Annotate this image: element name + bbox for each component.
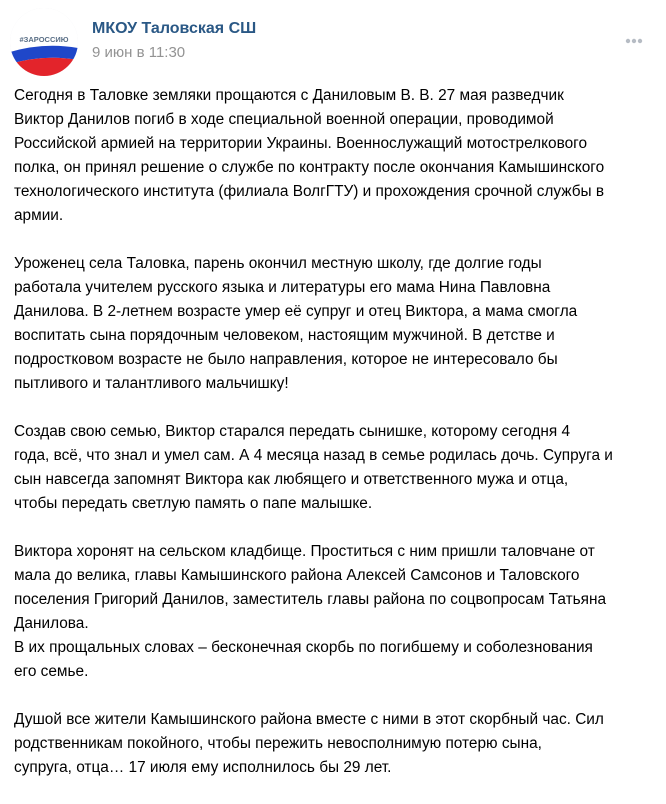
post-author[interactable]: МКОУ Таловская СШ: [92, 20, 257, 37]
post-text-line: Уроженец села Таловка, парень окончил местную школу, где долгие годы: [14, 255, 542, 272]
post-text-line: технологического института (филиала ВолгГТУ) и прохождения срочной службы в: [14, 183, 605, 200]
post-paragraph: [14, 252, 654, 396]
post-text-line: подростковом возрасте не было направления, которое не интересовало бы: [14, 351, 558, 368]
community-avatar[interactable]: [10, 8, 78, 76]
post-text: [14, 84, 654, 804]
post-text-line: Сегодня в Таловке земляки прощаются с Даниловым В. В. 27 мая разведчик: [14, 87, 564, 104]
post-text-line: В их прощальных словах – бесконечная скорбь по погибшему и соболезнования: [14, 639, 593, 656]
post-date[interactable]: 9 июн в 11:30: [92, 44, 186, 61]
post-text-line: воспитать сына порядочным человеком, настоящим мужчиной. В детстве и: [14, 327, 555, 344]
post-text-line: армии.: [14, 207, 64, 224]
post-header: [0, 0, 666, 86]
post-text-line: полка, он принял решение о службе по контракту после окончания Камышинского: [14, 159, 605, 176]
post-text-line: Душой все жители Камышинского района вместе с ними в этот скорбный час. Сил: [14, 711, 604, 728]
post-text-line: его семье.: [14, 663, 89, 680]
post-text-line: Виктор Данилов погиб в ходе специальной военной операции, проводимой: [14, 111, 554, 128]
post-text-line: чтобы передать светлую память о папе малышке.: [14, 495, 373, 512]
more-horizontal-icon: [620, 33, 648, 49]
post-paragraph: [14, 708, 654, 780]
post-text-line: Данилова.: [14, 615, 89, 632]
post-paragraph: [14, 540, 654, 684]
post-paragraph: [14, 84, 654, 228]
post-text-line: Создав свою семью, Виктор старался передать сынишке, которому сегодня 4: [14, 423, 571, 440]
avatar-hashtag: #ЗАРОССИЮ: [19, 35, 69, 44]
post-text-line: Российской армией на территории Украины. Военнослужащий мотострелкового: [14, 135, 588, 152]
post-text-line: поселения Григорий Данилов, заместитель главы района по соцвопросам Татьяна: [14, 591, 607, 608]
post-text-line: сын навсегда запомнят Виктора как любящего и ответственного мужа и отца,: [14, 471, 569, 488]
post-paragraph: [14, 420, 654, 516]
post-text-line: мала до велика, главы Камышинского района Алексей Самсонов и Таловского: [14, 567, 580, 584]
post-text-line: Виктора хоронят на сельском кладбище. Проститься с ним пришли таловчане от: [14, 543, 595, 560]
post-text-line: супруга, отца… 17 июля ему исполнилось бы 29 лет.: [14, 759, 392, 776]
post-text-line: работала учителем русского языка и литературы его мама Нина Павловна: [14, 279, 551, 296]
post-text-line: пытливого и талантливого мальчишку!: [14, 375, 289, 392]
flag-logo-icon: [10, 8, 78, 76]
more-options-button[interactable]: [620, 33, 648, 49]
post-text-line: года, всё, что знал и умел сам. А 4 месяца назад в семье родилась дочь. Супруга и: [14, 447, 613, 464]
post-text-line: родственникам покойного, чтобы пережить невосполнимую потерю сына,: [14, 735, 542, 752]
post-text-line: Данилова. В 2-летнем возрасте умер её супруг и отец Виктора, а мама смогла: [14, 303, 578, 320]
